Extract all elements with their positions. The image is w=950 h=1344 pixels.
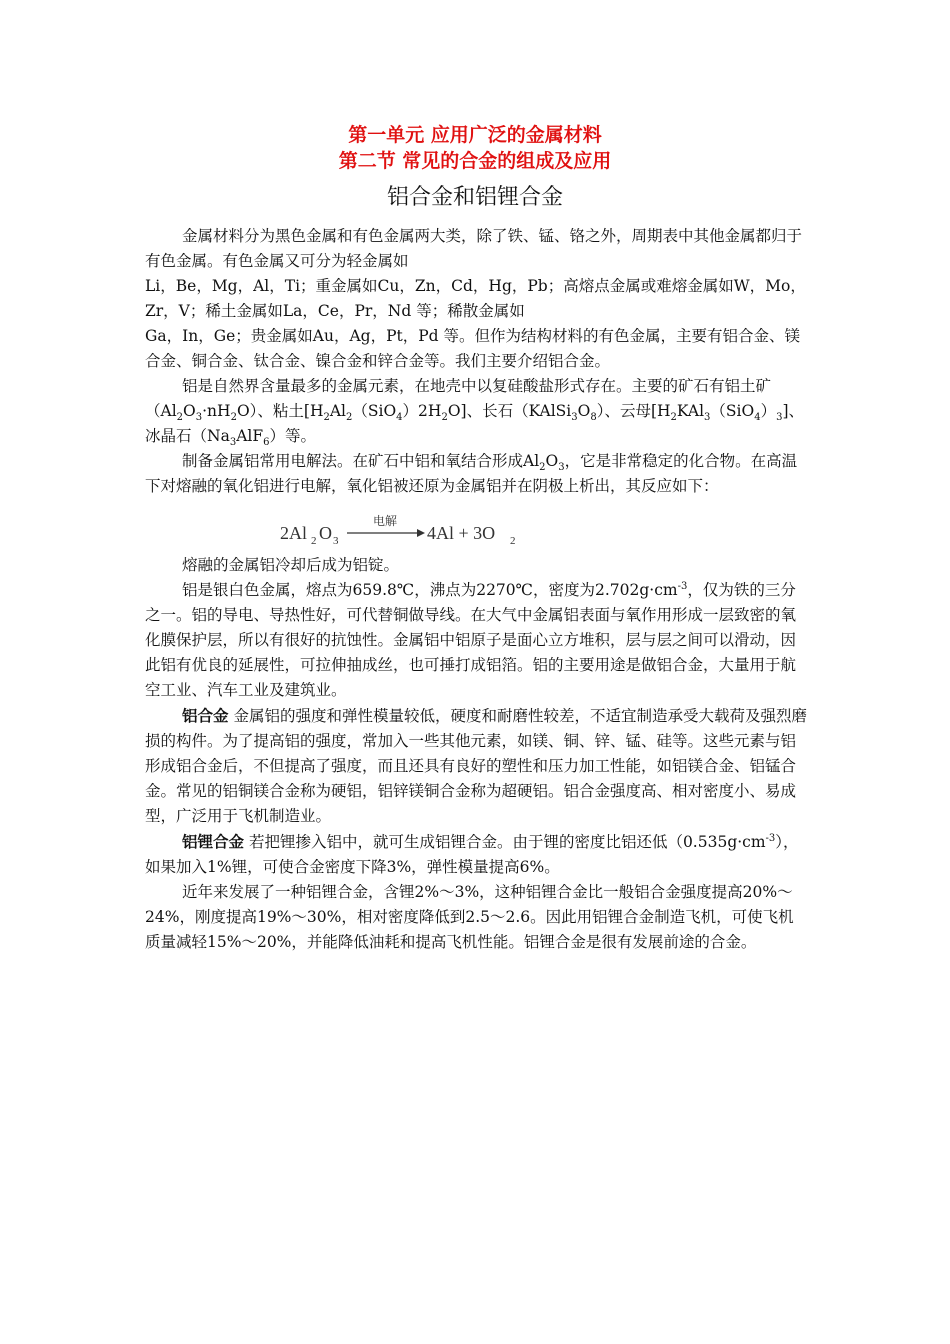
subscript: 4 [396,412,403,424]
text-run: ，它是非常稳定的化合物。在高温下对熔融的氧化铝进行电解，氧化铝被还原为金属铝并在阴极上析出，其反应如下： [145,452,798,495]
text-run: ）2H [402,402,442,420]
text-run: 若把锂掺入铝中，就可生成铝锂合金。由于锂的密度比铝还低（0.535g·cm [244,833,766,851]
subscript: 2 [346,412,353,424]
article-title: 铝合金和铝锂合金 [386,185,563,210]
text-run: O [545,452,559,470]
text-run: 制备金属铝常用电解法。在矿石中铝和氧结合形成Al [182,452,540,470]
text-run: ）等。 [269,427,316,445]
text-run: KAl [676,402,705,420]
paragraph-al-li-alloy [145,829,807,880]
text-run: Al [329,402,346,420]
text-run: ），如果加入1%锂，可使合金密度下降3%，弹性模量提高6%。 [145,833,799,876]
section-title: 第二节 常见的合金的组成及应用 [338,150,612,172]
equation-figure [275,503,535,553]
paragraph-aluminum-ores [145,374,807,449]
paragraph-electrolysis [145,449,807,499]
equation-reactant: 2Al [280,523,307,543]
subscript: 3 [704,412,711,424]
text-run: 铝是银白色金属，熔点为659.8℃，沸点为2270℃，密度为2.702g·cm [182,581,678,599]
subscript: 6 [263,437,270,449]
equation-products: 4Al + 3O [427,523,496,543]
paragraph-text: Ga，In，Ge；贵金属如Au，Ag，Pt，Pd 等。但作为结构材料的有色金属，主要有铝合金、镁合金、铜合金、钛合金、镍合金和锌合金等。我们主要介绍铝合金。 [145,327,801,370]
subscript: 2 [670,412,677,424]
term-al-li-alloy: 铝锂合金 [182,832,245,851]
text-run: 金属铝的强度和弹性模量较低，硬度和耐磨性较差，不适宜制造承受大载荷及强烈磨损的构件。为了提高铝的强度，常加入一些其他元素，如镁、铜、锌、锰、硅等。这些元素与铝形成铝合金后，不但提高了强度，而且还具有良好的塑性和压力加工性能，如铝镁合金、铝锰合金。常见的铝铜镁合金称为硬铝，铝锌镁铜合金称为超硬铝。铝合金强度高、相对密度小、易成型，广泛用于飞机制造业。 [145,707,807,825]
text-run: ）、云母[H [596,402,671,420]
text-run: 铝是自然界含量最多的金属元素，在地壳中以复硅酸盐形式存在。主要的矿石有铝土矿（Al [145,377,772,420]
subscript: 3 [558,462,565,474]
text-run: O [183,402,196,420]
text-run: （SiO [710,402,755,420]
paragraph-text: Li，Be，Mg，Al，Ti；重金属如Cu，Zn，Cd，Hg，Pb；高熔点金属或难熔金属如W，Mo，Zr，V；稀土金属如La，Ce，Pr，Nd 等；稀散金属如 [145,277,806,320]
article-body [145,224,807,955]
subscript: 2 [539,462,546,474]
subscript: 3 [195,412,203,424]
reaction-arrow-head [417,529,425,537]
text-run: ，仅为铁的三分之一。铝的导电、导热性好，可代替铜做导线。在大气中金属铝表面与氧作用形成一层致密的氧化膜保护层，所以有很好的抗蚀性。金属铝中铝原子是面心立方堆积，层与层之间可以滑动，因此铝有优良的延展性，可拉伸抽成丝，也可捶打成铝箔。铝的主要用途是做铝合金，大量用于航空工业、汽车工业及建筑业。 [145,581,797,699]
subscript: 2 [441,412,448,424]
equation-condition: 电解 [373,514,398,528]
subscript: 2 [176,412,184,424]
paragraph-aluminum-alloy [145,703,807,829]
text-run: ·nH [202,402,231,420]
text-run: O]、长石（KAlSi [447,402,572,420]
paragraph-ingot: 熔融的金属铝冷却后成为铝锭。 [182,556,400,574]
subscript: 2 [323,412,330,424]
subscript: 3 [776,412,783,424]
superscript: -3 [677,580,688,592]
equation-subscript: 2 [510,535,516,547]
unit-title: 第一单元 应用广泛的金属材料 [348,124,602,146]
text-run: AlF [236,427,264,445]
paragraph-aluminum-properties [145,578,807,703]
paragraph-recent-development: 近年来发展了一种铝锂合金，含锂2%～3%，这种铝锂合金比一般铝合金强度提高20%～24%，刚度提高19%～30%，相对密度降低到2.5～2.6。因此用铝锂合金制造飞机，可使飞机质量减轻15%～20%，并能降低油耗和提高飞机性能。铝锂合金是很有发展前途的合金。 [145,883,794,951]
subscript: 3 [229,437,237,449]
paragraph-metal-classification [145,224,807,374]
text-run: ） [760,402,777,420]
superscript: -3 [765,832,776,844]
text-run: （SiO [352,402,397,420]
equation-subscript: 3 [333,535,339,547]
text-run: ]、冰晶石（Na [145,402,805,445]
subscript: 4 [754,412,761,424]
subscript: 3 [571,412,578,424]
text-run: O）、粘土[H [236,402,324,420]
electrolysis-equation [145,503,807,553]
equation-subscript: 2 [311,535,317,547]
subscript: 8 [590,412,597,424]
text-run: O [577,402,591,420]
subscript: 2 [230,412,237,424]
term-aluminum-alloy: 铝合金 [182,706,229,725]
equation-reactant-oxygen: O [319,523,332,543]
paragraph-text: 金属材料分为黑色金属和有色金属两大类，除了铁、锰、铬之外，周期表中其他金属都归于有色金属。有色金属又可分为轻金属如 [145,227,803,270]
